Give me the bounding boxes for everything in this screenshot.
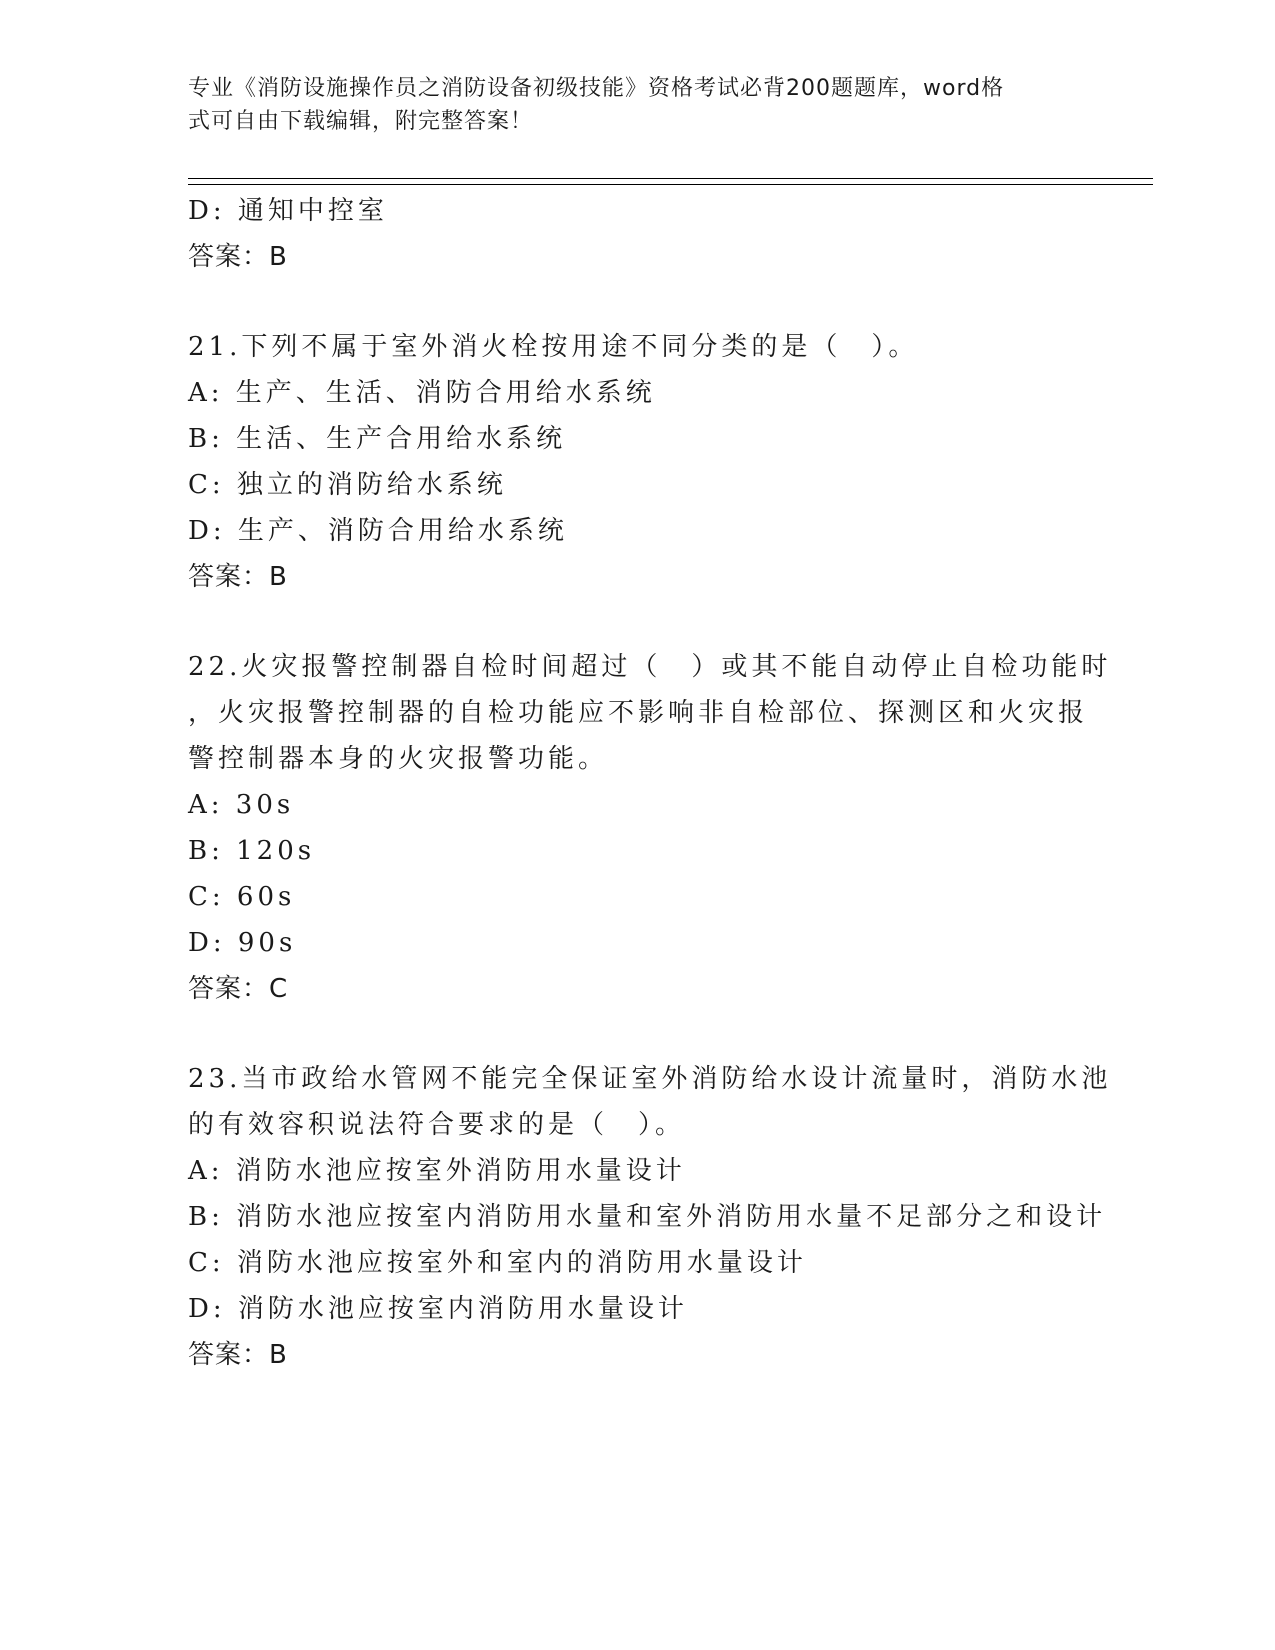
option-c: C: 消防水池应按室外和室内的消防用水量设计 — [188, 1248, 807, 1278]
header-line-1: 专业《消防设施操作员之消防设备初级技能》资格考试必背200题题库，word格 — [188, 76, 1005, 101]
question-stem-line: 22.火灾报警控制器自检时间超过（ ）或其不能自动停止自检功能时 — [188, 652, 1112, 682]
header-divider-bottom — [188, 184, 1153, 185]
answer: 答案：C — [188, 974, 289, 1004]
question-stem-line: 警控制器本身的火灾报警功能。 — [188, 744, 609, 774]
question-stem-line: 23.当市政给水管网不能完全保证室外消防给水设计流量时，消防水池 — [188, 1064, 1112, 1094]
option-b: B: 生活、生产合用给水系统 — [188, 424, 567, 454]
option-b: B: 消防水池应按室内消防用水量和室外消防用水量不足部分之和设计 — [188, 1202, 1107, 1232]
answer: 答案：B — [188, 562, 288, 592]
option-c: C: 60s — [188, 882, 296, 912]
answer: 答案：B — [188, 1340, 288, 1370]
option-d: D: 消防水池应按室内消防用水量设计 — [188, 1294, 688, 1324]
header-divider-top — [188, 178, 1153, 179]
question-stem-line: ，火灾报警控制器的自检功能应不影响非自检部位、探测区和火灾报 — [188, 698, 1089, 728]
question-stem-line: 21.下列不属于室外消火栓按用途不同分类的是（ ）。 — [188, 332, 919, 362]
option-a: A: 生产、生活、消防合用给水系统 — [188, 378, 656, 408]
document-header — [188, 72, 1068, 138]
option-d: D: 生产、消防合用给水系统 — [188, 516, 568, 546]
question-content — [188, 188, 1153, 1378]
option-c: C: 独立的消防给水系统 — [188, 470, 507, 500]
spacer — [188, 600, 1153, 644]
option-b: B: 120s — [188, 836, 316, 866]
option-a: A: 消防水池应按室外消防用水量设计 — [188, 1156, 686, 1186]
question-stem — [188, 644, 1153, 782]
option-d: D: 90s — [188, 928, 297, 958]
prev-question-answer: 答案：B — [188, 242, 288, 272]
prev-question-option-d: D: 通知中控室 — [188, 196, 388, 226]
question-22 — [188, 644, 1153, 1012]
question-stem — [188, 324, 1153, 370]
option-a: A: 30s — [188, 790, 295, 820]
question-21 — [188, 324, 1153, 600]
header-line-2: 式可自由下载编辑，附完整答案！ — [188, 109, 534, 134]
spacer — [188, 280, 1153, 324]
spacer — [188, 1012, 1153, 1056]
question-stem — [188, 1056, 1153, 1148]
question-stem-line: 的有效容积说法符合要求的是（ ）。 — [188, 1110, 686, 1140]
question-23 — [188, 1056, 1153, 1378]
